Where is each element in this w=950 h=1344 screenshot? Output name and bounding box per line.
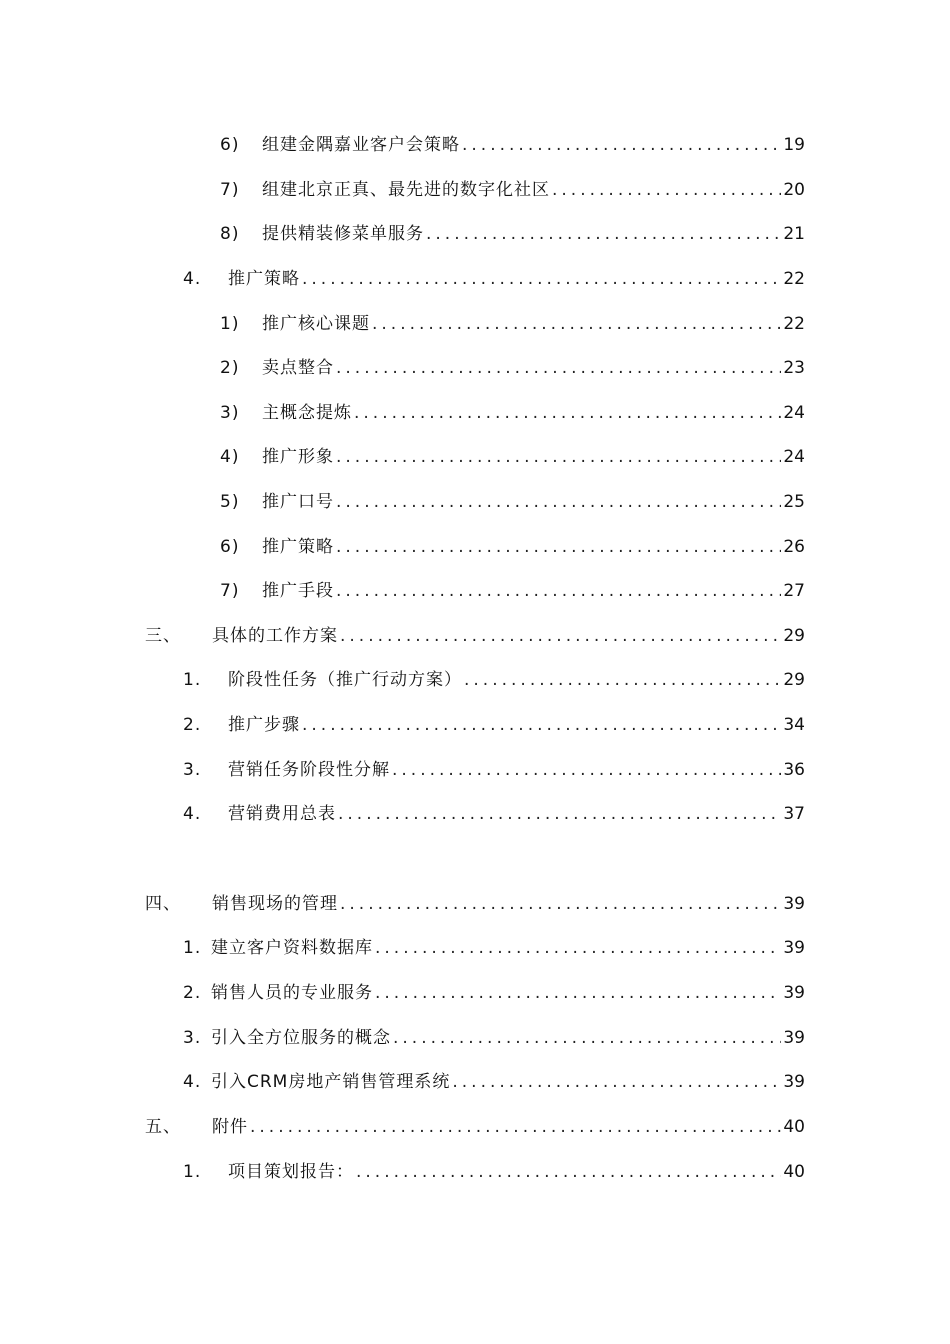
toc-entry-number: 三、 (145, 626, 181, 646)
toc-entry-number: 3. (183, 1028, 202, 1048)
toc-leader-dots (375, 978, 781, 1008)
toc-leader-dots (336, 442, 781, 472)
toc-entry-page: 22 (783, 269, 805, 289)
toc-entry-title: 推广形象 (262, 447, 334, 467)
toc-entry-number: 4) (220, 447, 240, 467)
toc-entry-page: 29 (783, 626, 805, 646)
toc-entry-title: 营销任务阶段性分解 (228, 760, 390, 780)
toc-entry[interactable] (145, 889, 805, 919)
toc-leader-dots (426, 219, 781, 249)
toc-leader-dots (336, 487, 781, 517)
toc-entry-page: 19 (783, 135, 805, 155)
toc-entry-title: 销售现场的管理 (212, 894, 338, 914)
toc-entry-title: 附件 (212, 1117, 248, 1137)
toc-entry-number: 1. (183, 1162, 202, 1182)
toc-entry-title: 卖点整合 (262, 358, 334, 378)
toc-entry-page: 20 (783, 180, 805, 200)
toc-entry-number: 4. (183, 269, 202, 289)
toc-leader-dots (336, 353, 781, 383)
toc-entry-page: 26 (783, 537, 805, 557)
toc-entry-page: 21 (783, 224, 805, 244)
toc-leader-dots (552, 175, 781, 205)
toc-entry-page: 23 (783, 358, 805, 378)
toc-entry[interactable] (145, 621, 805, 651)
toc-entry-number: 3. (183, 760, 202, 780)
toc-entry-number: 6) (220, 135, 240, 155)
toc-entry[interactable] (183, 755, 805, 785)
toc-entry-number: 五、 (145, 1117, 181, 1137)
toc-entry-number: 7) (220, 180, 240, 200)
toc-entry-title: 阶段性任务（推广行动方案） (228, 670, 462, 690)
toc-entry-page: 36 (783, 760, 805, 780)
toc-entry[interactable] (183, 710, 805, 740)
toc-entry-title: 推广步骤 (228, 715, 300, 735)
toc-entry-page: 40 (783, 1162, 805, 1182)
toc-entry-title: 提供精装修菜单服务 (262, 224, 424, 244)
toc-entry[interactable] (183, 1023, 805, 1053)
toc-entry-page: 37 (783, 804, 805, 824)
toc-entry-title: 推广策略 (262, 537, 334, 557)
toc-entry-page: 27 (783, 581, 805, 601)
toc-entry[interactable] (220, 175, 805, 205)
toc-entry-page: 24 (783, 403, 805, 423)
toc-entry-title: 推广口号 (262, 492, 334, 512)
toc-entry[interactable] (220, 532, 805, 562)
toc-leader-dots (340, 621, 781, 651)
toc-entry[interactable] (183, 264, 805, 294)
toc-entry-number: 1) (220, 314, 240, 334)
toc-entry-page: 39 (783, 938, 805, 958)
toc-entry-title: 销售人员的专业服务 (211, 983, 373, 1003)
toc-entry-page: 24 (783, 447, 805, 467)
toc-entry-number: 1. (183, 938, 202, 958)
toc-entry-page: 22 (783, 314, 805, 334)
toc-entry-number: 6) (220, 537, 240, 557)
toc-entry[interactable] (183, 978, 805, 1008)
toc-leader-dots (250, 1112, 781, 1142)
toc-entry-number: 3) (220, 403, 240, 423)
toc-entry-title: 组建北京正真、最先进的数字化社区 (262, 180, 550, 200)
toc-entry[interactable] (220, 353, 805, 383)
toc-entry-page: 25 (783, 492, 805, 512)
toc-leader-dots (354, 398, 781, 428)
toc-leader-dots (372, 309, 781, 339)
toc-leader-dots (338, 799, 781, 829)
toc-entry[interactable] (220, 219, 805, 249)
toc-entry-title: 推广核心课题 (262, 314, 370, 334)
toc-entry-title: 引入全方位服务的概念 (211, 1028, 391, 1048)
toc-entry-title: 建立客户资料数据库 (211, 938, 373, 958)
toc-entry[interactable] (220, 442, 805, 472)
toc-entry[interactable] (183, 665, 805, 695)
toc-leader-dots (302, 710, 781, 740)
toc-entry-number: 4. (183, 804, 202, 824)
toc-entry[interactable] (220, 576, 805, 606)
toc-leader-dots (375, 933, 781, 963)
toc-entry-number: 8) (220, 224, 240, 244)
toc-entry[interactable] (220, 487, 805, 517)
toc-entry[interactable] (145, 1112, 805, 1142)
toc-entry-page: 39 (783, 894, 805, 914)
toc-leader-dots (462, 130, 781, 160)
toc-entry-number: 7) (220, 581, 240, 601)
toc-entry-page: 39 (783, 1072, 805, 1092)
toc-entry-page: 39 (783, 983, 805, 1003)
toc-leader-dots (356, 1157, 781, 1187)
toc-entry[interactable] (183, 1067, 805, 1097)
toc-entry[interactable] (220, 309, 805, 339)
toc-entry[interactable] (183, 799, 805, 829)
toc-entry-number: 2) (220, 358, 240, 378)
toc-entry-title: 推广手段 (262, 581, 334, 601)
toc-entry-title: 主概念提炼 (262, 403, 352, 423)
toc-leader-dots (302, 264, 781, 294)
toc-entry-title: 组建金隅嘉业客户会策略 (262, 135, 460, 155)
toc-entry[interactable] (183, 933, 805, 963)
toc-entry-number: 2. (183, 715, 202, 735)
toc-leader-dots (464, 665, 781, 695)
toc-leader-dots (452, 1067, 781, 1097)
toc-entry-page: 39 (783, 1028, 805, 1048)
toc-entry-number: 2. (183, 983, 202, 1003)
toc-entry-page: 40 (783, 1117, 805, 1137)
toc-entry-number: 1. (183, 670, 202, 690)
toc-leader-dots (393, 1023, 781, 1053)
toc-entry-title: 具体的工作方案 (212, 626, 338, 646)
toc-entry-page: 34 (783, 715, 805, 735)
toc-leader-dots (340, 889, 781, 919)
toc-entry-number: 四、 (145, 894, 181, 914)
toc-entry-title: 引入CRM房地产销售管理系统 (211, 1072, 451, 1092)
toc-entry-page: 29 (783, 670, 805, 690)
toc-entry[interactable] (183, 1157, 805, 1187)
toc-leader-dots (392, 755, 781, 785)
toc-entry-number: 4. (183, 1072, 202, 1092)
toc-entry[interactable] (220, 398, 805, 428)
toc-entry-title: 项目策划报告： (228, 1162, 354, 1182)
toc-leader-dots (336, 532, 781, 562)
toc-entry-number: 5) (220, 492, 240, 512)
toc-entry-title: 营销费用总表 (228, 804, 336, 824)
toc-leader-dots (336, 576, 781, 606)
toc-entry[interactable] (220, 130, 805, 160)
toc-entry-title: 推广策略 (228, 269, 300, 289)
